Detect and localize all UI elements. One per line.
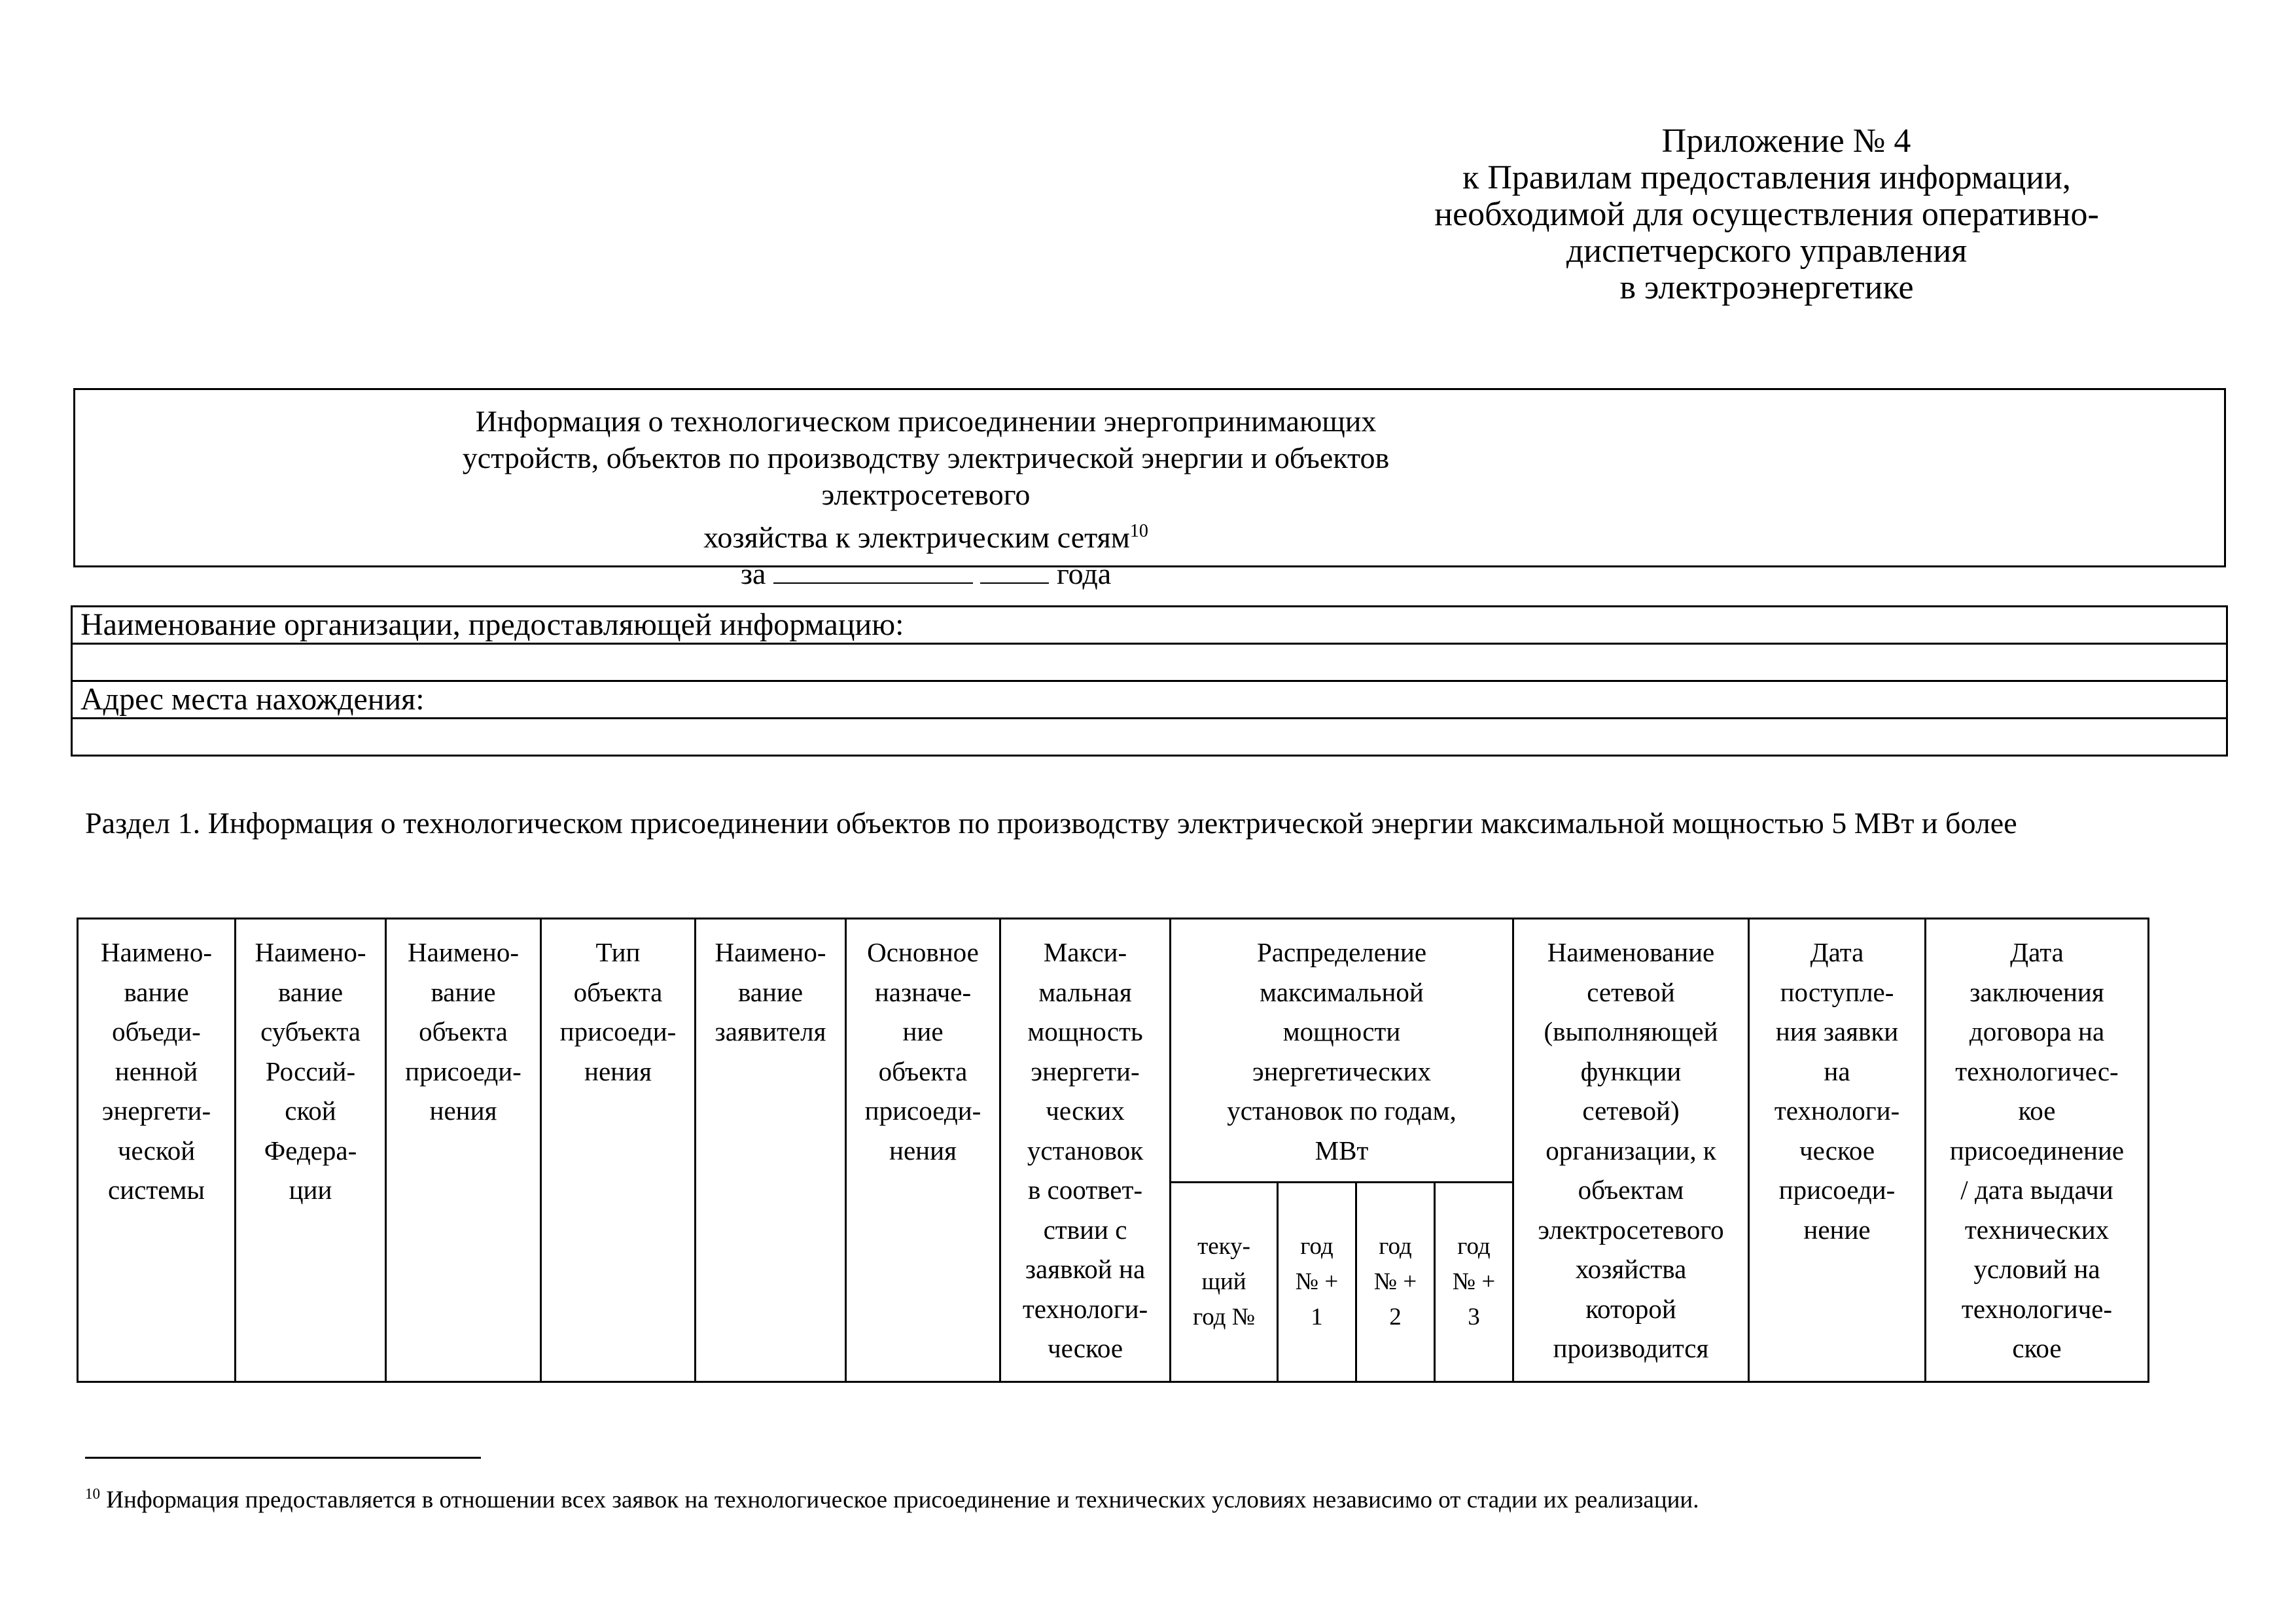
- header-max-power: [1000, 919, 1171, 1382]
- section-1-title: Раздел 1. Информация о технологическом присоединении объектов по производству электрической энергии максимальной мощностью 5 МВт и более: [85, 806, 2017, 840]
- connection-table: [77, 918, 2149, 1383]
- org-name-label-row: [72, 607, 2227, 644]
- header-application-date-text: Дата поступле- ния заявки на технологи- ческое присоеди- нение: [1774, 937, 1900, 1245]
- footnote-separator: [85, 1457, 481, 1459]
- period-year-blank[interactable]: [980, 556, 1049, 584]
- header-power-distribution-text: Распределение максимальной мощности энергетических установок по годам, МВт: [1227, 937, 1457, 1166]
- header-object-name: [386, 919, 541, 1382]
- address-label-row: [72, 681, 2227, 719]
- appendix-number: Приложение № 4: [1661, 122, 1911, 160]
- org-name-value-row: [72, 644, 2227, 681]
- footnote: [85, 1476, 2244, 1518]
- appendix-line-1: к Правилам предоставления информации,: [1462, 159, 2071, 196]
- title-line-1: Информация о технологическом присоединении энергопринимающих: [475, 404, 1377, 438]
- footnote-text: Информация предоставляется в отношении всех заявок на технологическое присоединение и технических условиях независимо от стадии их реализации.: [100, 1486, 1699, 1514]
- header-current-year-text: теку- щий год №: [1192, 1233, 1256, 1330]
- address-label: Адрес места нахождения:: [72, 681, 2227, 719]
- header-year-plus-3-text: год № + 3: [1452, 1233, 1496, 1330]
- header-grid-organization-text: Наименование сетевой (выполняющей функции сетевой) организации, к объектам электросетевого хозяйства которой производится: [1538, 937, 1724, 1363]
- title-footnote-ref: 10: [1129, 521, 1148, 541]
- header-region-name-text: Наимено- вание субъекта Россий- ской Федера- ции: [255, 937, 366, 1205]
- header-applicant-name: [696, 919, 846, 1382]
- address-value-row: [72, 719, 2227, 756]
- header-year-plus-3: [1435, 1183, 1513, 1382]
- header-year-plus-1: [1278, 1183, 1356, 1382]
- table-header-row: [78, 919, 2149, 1183]
- header-grid-organization: [1513, 919, 1749, 1382]
- header-contract-date-text: Дата заключения договора на технологичес- кое присоединение / дата выдачи технических условий на технологиче- ское: [1949, 937, 2125, 1363]
- header-object-type-text: Тип объекта присоеди- нения: [559, 937, 677, 1086]
- header-contract-date: [1926, 919, 2149, 1382]
- header-current-year: [1171, 1183, 1278, 1382]
- title-line-3: хозяйства к электрическим сетям: [703, 520, 1130, 554]
- appendix-line-2: необходимой для осуществления оперативно-: [1434, 196, 2099, 233]
- header-year-plus-2: [1356, 1183, 1435, 1382]
- header-object-purpose-text: Основное назначе- ние объекта присоеди- нения: [864, 937, 981, 1166]
- address-value[interactable]: [72, 719, 2227, 756]
- period-month-blank[interactable]: [773, 556, 973, 584]
- header-object-name-text: Наимено- вание объекта присоеди- нения: [405, 937, 521, 1126]
- header-year-plus-2-text: год № + 2: [1373, 1233, 1417, 1330]
- header-applicant-name-text: Наимено- вание заявителя: [715, 937, 826, 1046]
- header-object-type: [541, 919, 696, 1382]
- header-year-plus-1-text: год № + 1: [1295, 1233, 1339, 1330]
- header-power-distribution: [1171, 919, 1513, 1183]
- header-max-power-text: Макси- мальная мощность энергети- ческих установок в соответ- ствии с заявкой на технологи- ческое: [1022, 937, 1148, 1363]
- period-suffix: года: [1056, 557, 1112, 591]
- appendix-line-4: в электроэнергетике: [1619, 269, 1914, 306]
- title-box: [73, 388, 2226, 591]
- org-name-label: Наименование организации, предоставляющей информацию:: [72, 607, 2227, 644]
- title-line-2: устройств, объектов по производству электрической энергии и объектов электросетевого: [462, 441, 1390, 511]
- organization-table: [71, 605, 2228, 757]
- header-ues-name: [78, 919, 236, 1382]
- appendix-header: [1243, 123, 2290, 306]
- org-name-value[interactable]: [72, 644, 2227, 681]
- header-application-date: [1749, 919, 1926, 1382]
- header-region-name: [236, 919, 386, 1382]
- header-ues-name-text: Наимено- вание объеди- ненной энергети- ческой системы: [101, 937, 212, 1205]
- header-object-purpose: [846, 919, 1000, 1382]
- period-prefix: за: [740, 557, 766, 591]
- appendix-line-3: диспетчерского управления: [1566, 232, 1968, 270]
- footnote-number: 10: [85, 1486, 100, 1502]
- form-title: [415, 403, 1436, 592]
